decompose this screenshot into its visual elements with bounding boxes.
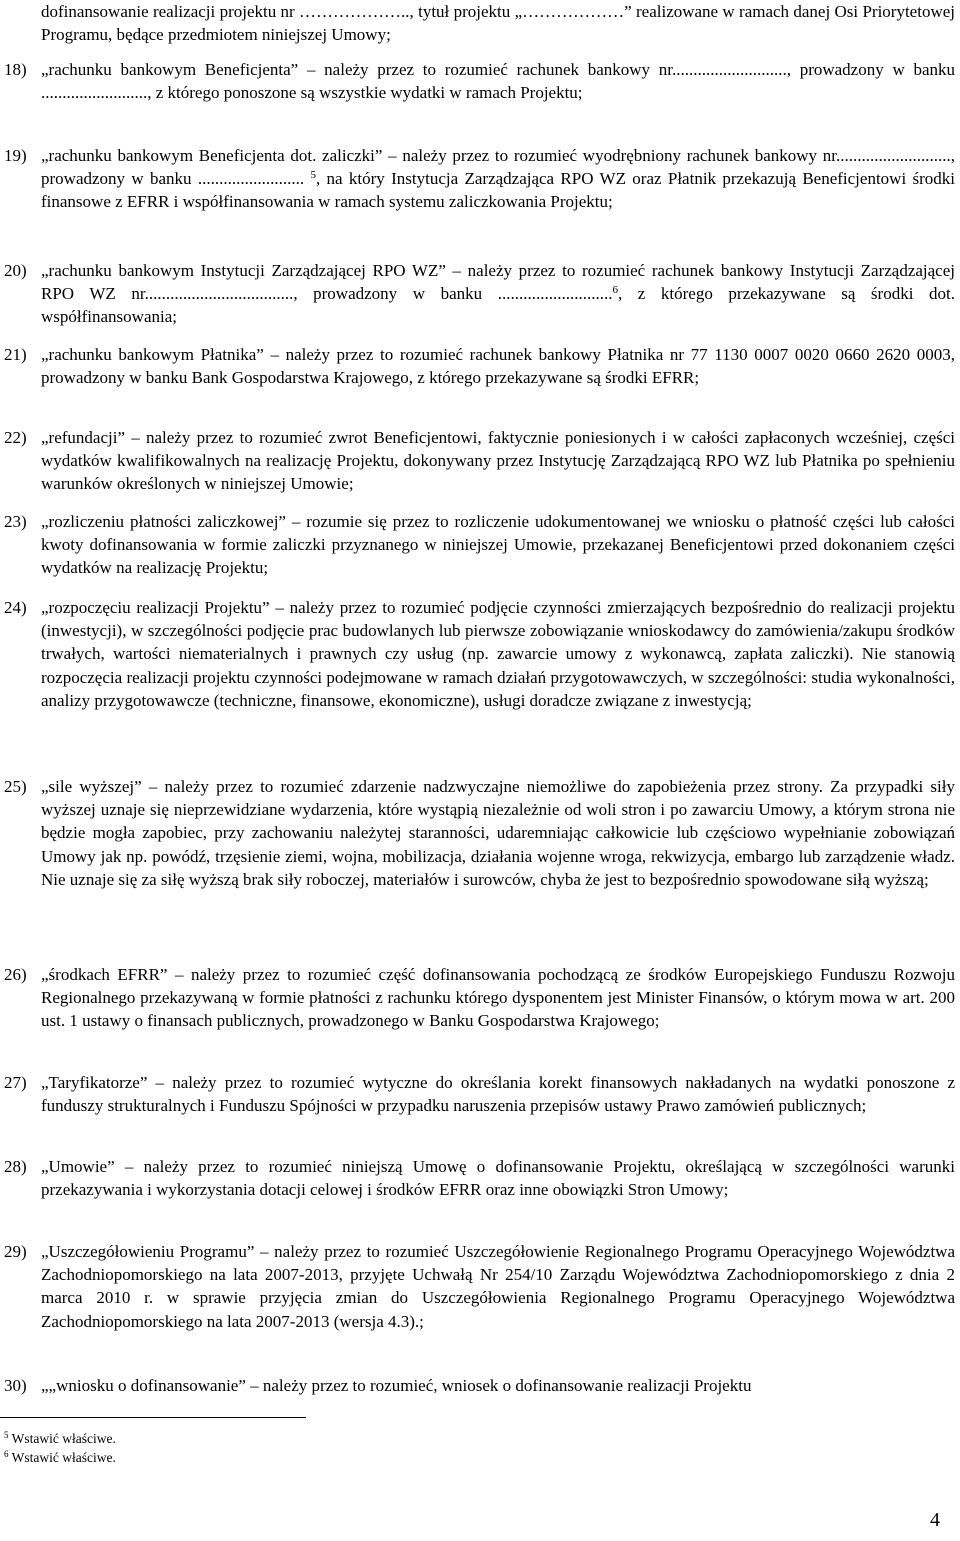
definition-number: 28) (4, 1157, 27, 1176)
definition-number: 23) (4, 512, 27, 531)
footnote-ref: 6 (612, 284, 618, 297)
definition-number: 18) (4, 60, 27, 79)
definition-28 (0, 1155, 956, 1201)
definition-text: „Umowie” – należy przez to rozumieć niniejszą Umowę o dofinansowanie Projektu, określającą w szczególności warunki przekazywania i wykorzystania dotacji celowej i środków EFRR oraz inne obowiązki Stron Umowy; (41, 1157, 955, 1200)
footnote-text: Wstawić właściwe. (11, 1431, 116, 1446)
definition-29 (0, 1240, 956, 1333)
definition-22 (0, 426, 956, 496)
definition-number: 30) (4, 1376, 27, 1395)
definition-25 (0, 775, 956, 891)
definition-19 (0, 144, 956, 214)
footnote-separator (0, 1417, 306, 1418)
definition-number: 21) (4, 345, 27, 364)
definition-text: „rozpoczęciu realizacji Projektu” – należy przez to rozumieć podjęcie czynności zmierzających bezpośrednio do realizacji projektu (inwestycji), w szczególności podjęcie prac budowlanych lub pierwsze zobowiązanie wnioskodawcy do zamówienia/zakupu środków trwałych, wartości niematerialnych i prawnych czy usług (np. zawarcie umowy z wykonawcą, zapłata zaliczki). Nie stanowią rozpoczęcia realizacji projektu czynności podejmowane w ramach działań przygotowawczych, w szczególności: studia wykonalności, analizy przygotowawcze (techniczne, finansowe, ekonomiczne), usługi doradcze związane z inwestycją; (41, 598, 955, 710)
definition-text: „„wniosku o dofinansowanie” – należy przez to rozumieć, wniosek o dofinansowanie realizacji Projektu (41, 1376, 752, 1395)
definition-text (41, 259, 955, 329)
footnote-text: Wstawić właściwe. (11, 1450, 116, 1465)
definition-text-part: „rachunku bankowym Instytucji Zarządzającej RPO WZ” – należy przez to rozumieć rachunek bankowy Instytucji Zarządzającej RPO WZ nr..................................., prowadzony w banku ........................... (41, 261, 955, 304)
definition-text-part: „rachunku bankowym Beneficjenta dot. zaliczki” – należy przez to rozumieć wyodrębniony rachunek bankowy nr..........................., prowadzony w banku ......................... (41, 146, 955, 189)
definition-text-part: , z którego przekazywane są środki dot. współfinansowania; (41, 284, 955, 327)
definition-number: 26) (4, 965, 27, 984)
footnote-ref: 5 (310, 169, 316, 182)
definition-text: „rachunku bankowym Beneficjenta” – należy przez to rozumieć rachunek bankowy nr..........................., prowadzony w banku ........................., z którego ponoszone są wszystkie wydatki w ramach Projektu; (41, 60, 955, 103)
definition-text: „rozliczeniu płatności zaliczkowej” – rozumie się przez to rozliczenie udokumentowanej we wniosku o płatność części lub całości kwoty dofinansowania w formie zaliczki przyznanego w niniejszej Umowie, przekazanej Beneficjentowi przed dokonaniem części wydatków na realizację Projektu; (41, 512, 955, 578)
definition-text: „Taryfikatorze” – należy przez to rozumieć wytyczne do określania korekt finansowych nakładanych na wydatki ponoszone z funduszy strukturalnych i Funduszu Spójności w przypadku naruszenia przepisów ustawy Prawo zamówień publicznych; (41, 1073, 955, 1116)
definition-number: 22) (4, 428, 27, 447)
definition-text-part: , na który Instytucja Zarządzająca RPO WZ oraz Płatnik przekazują Beneficjentowi środki finansowe z EFRR i współfinansowania w ramach systemu zaliczkowania Projektu; (41, 169, 955, 212)
definition-number: 20) (4, 261, 27, 280)
definition-text: „sile wyższej” – należy przez to rozumieć zdarzenie nadzwyczajne niemożliwe do zapobieżenia przez strony. Za przypadki siły wyższej uznaje się nieprzewidziane wydarzenia, które wystąpią niezależnie od woli stron i po zawarciu Umowy, a którym strona nie będzie mogła zapobiec, przy zachowaniu należytej staranności, udaremniając całkowicie lub częściowo wypełnianie zobowiązań Umowy jak np. powódź, trzęsienie ziemi, wojna, mobilizacja, działania wojenne wroga, rekwizycja, embargo lub zarządzenie władz. Nie uznaje się za siłę wyższą brak siły roboczej, materiałów i surowców, chyba że jest to bezpośrednio spowodowane siłą wyższą; (41, 777, 955, 889)
definition-23 (0, 510, 956, 580)
intro-paragraph: dofinansowanie realizacji projektu nr ……………….., tytuł projektu „………………” realizowane w ramach danej Osi Priorytetowej Programu, będące przedmiotem niniejszej Umowy; (41, 2, 955, 45)
definition-text: „refundacji” – należy przez to rozumieć zwrot Beneficjentowi, faktycznie poniesionych i w całości zapłaconych wcześniej, części wydatków kwalifikowalnych na realizację Projektu, dokonywany przez Instytucję Zarządzającą RPO WZ lub Płatnika po spełnieniu warunków określonych w niniejszej Umowie; (41, 428, 955, 494)
definition-number: 19) (4, 146, 27, 165)
definition-26 (0, 963, 956, 1033)
footnote-5 (4, 1431, 116, 1447)
definition-text: „rachunku bankowym Płatnika” – należy przez to rozumieć rachunek bankowy Płatnika nr 77 1130 0007 0020 0660 2620 0003, prowadzony w banku Bank Gospodarstwa Krajowego, z którego przekazywane są środki EFRR; (41, 345, 955, 388)
definition-number: 24) (4, 598, 27, 617)
definition-24 (0, 596, 956, 712)
definition-number: 29) (4, 1242, 27, 1261)
definition-21 (0, 343, 956, 389)
definition-number: 25) (4, 777, 27, 796)
footnote-mark: 6 (4, 1449, 9, 1459)
footnote-mark: 5 (4, 1430, 9, 1440)
page-number: 4 (930, 1509, 940, 1531)
definition-18 (0, 58, 956, 104)
definition-number: 27) (4, 1073, 27, 1092)
definition-20 (0, 259, 956, 329)
definition-27 (0, 1071, 956, 1117)
definition-30 (0, 1374, 956, 1397)
definition-text: „Uszczegółowieniu Programu” – należy przez to rozumieć Uszczegółowienie Regionalnego Programu Operacyjnego Województwa Zachodniopomorskiego na lata 2007-2013, przyjęte Uchwałą Nr 254/10 Zarządu Województwa Zachodniopomorskiego z dnia 2 marca 2010 r. w sprawie przyjęcia zmian do Uszczegółowienia Regionalnego Programu Operacyjnego Województwa Zachodniopomorskiego na lata 2007-2013 (wersja 4.3).; (41, 1242, 955, 1331)
footnote-6 (4, 1450, 116, 1466)
definition-text (41, 144, 955, 214)
definition-text: „środkach EFRR” – należy przez to rozumieć część dofinansowania pochodzącą ze środków Europejskiego Funduszu Rozwoju Regionalnego przekazywaną w formie płatności z rachunku którego dysponentem jest Minister Finansów, o którym mowa w art. 200 ust. 1 ustawy o finansach publicznych, prowadzonego w Banku Gospodarstwa Krajowego; (41, 965, 955, 1031)
